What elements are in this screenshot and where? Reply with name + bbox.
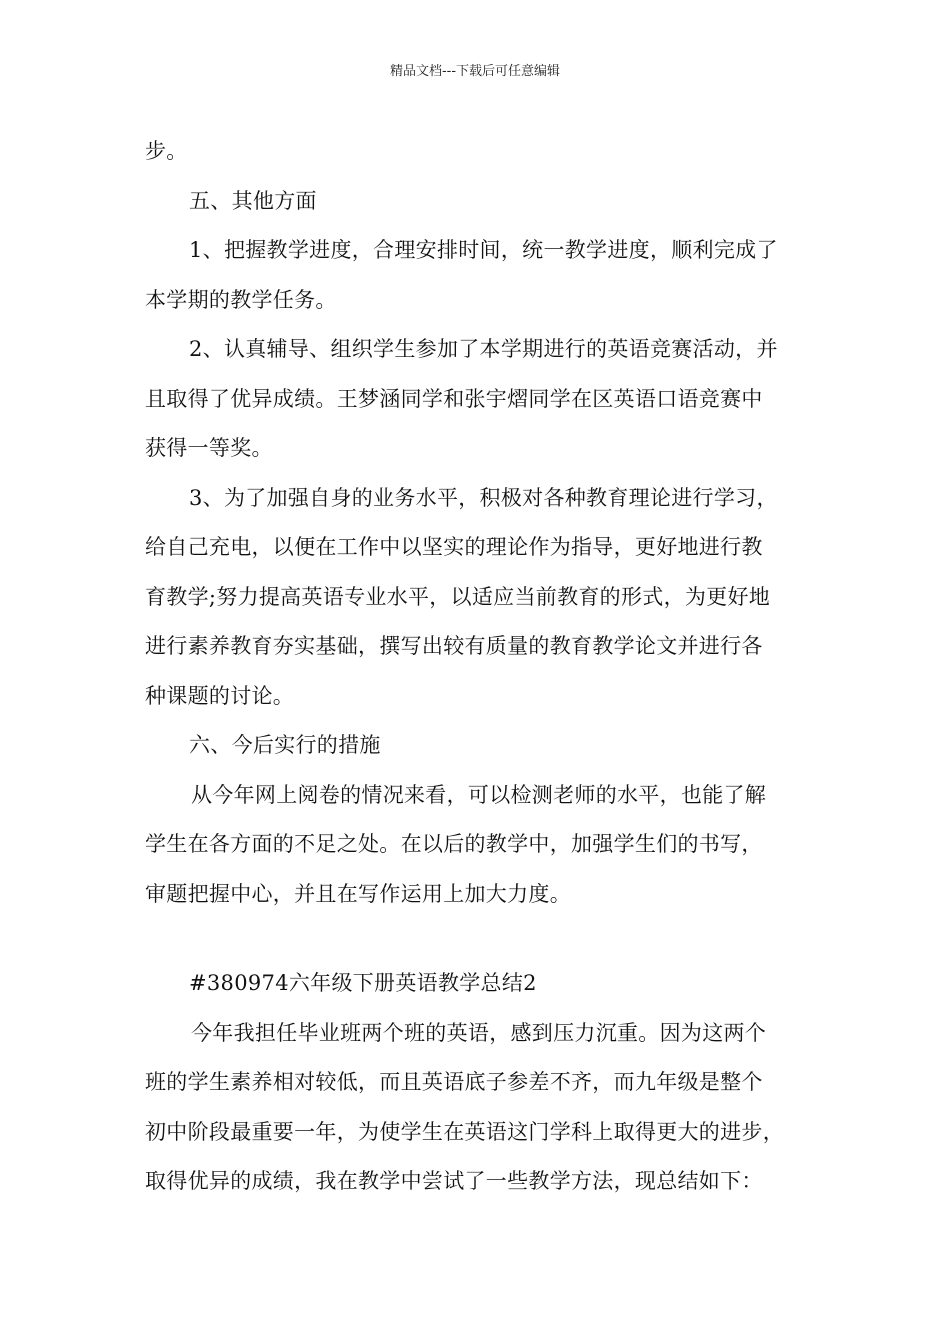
text-line: 3、为了加强自身的业务水平，积极对各种教育理论进行学习， (189, 485, 778, 510)
text-line: 种课题的讨论。 (145, 683, 295, 708)
text-line: 给自己充电，以便在工作中以坚实的理论作为指导，更好地进行教 (145, 535, 763, 559)
text-line: 取得优异的成绩，我在教学中尝试了一些教学方法，现总结如下： (145, 1169, 763, 1193)
text-line: 1、把握教学进度，合理安排时间，统一教学进度，顺利完成了 (189, 238, 778, 262)
page-header: 精品文档---下载后可任意编辑 (389, 64, 561, 79)
text-line: 步。 (145, 139, 188, 163)
text-line: 获得一等奖。 (145, 436, 273, 460)
text-line: 且取得了优异成绩。王梦涵同学和张宇熠同学在区英语口语竞赛中 (145, 386, 763, 411)
text-line: 审题把握中心，并且在写作运用上加大力度。 (145, 881, 571, 906)
text-line: 五、其他方面 (189, 188, 317, 213)
text-line: 六、今后实行的措施 (189, 733, 381, 757)
text-line: 今年我担任毕业班两个班的英语，感到压力沉重。因为这两个 (191, 1020, 767, 1045)
text-line: 班的学生素养相对较低，而且英语底子参差不齐，而九年级是整个 (145, 1070, 763, 1094)
text-line: 育教学;努力提高英语专业水平，以适应当前教育的形式，为更好地 (145, 584, 771, 609)
text-line: #380974六年级下册英语教学总结2 (189, 971, 537, 995)
text-line: 2、认真辅导、组织学生参加了本学期进行的英语竞赛活动，并 (189, 337, 778, 361)
text-line: 进行素养教育夯实基础，撰写出较有质量的教育教学论文并进行各 (145, 634, 763, 658)
text-line: 从今年网上阅卷的情况来看，可以检测老师的水平，也能了解 (191, 782, 767, 807)
text-line: 本学期的教学任务。 (145, 287, 337, 312)
section-gap (145, 919, 815, 959)
text-line: 学生在各方面的不足之处。在以后的教学中，加强学生们的书写， (145, 832, 763, 856)
text-line: 初中阶段最重要一年，为使学生在英语这门学科上取得更大的进步， (145, 1119, 784, 1144)
document-body (145, 127, 815, 1207)
